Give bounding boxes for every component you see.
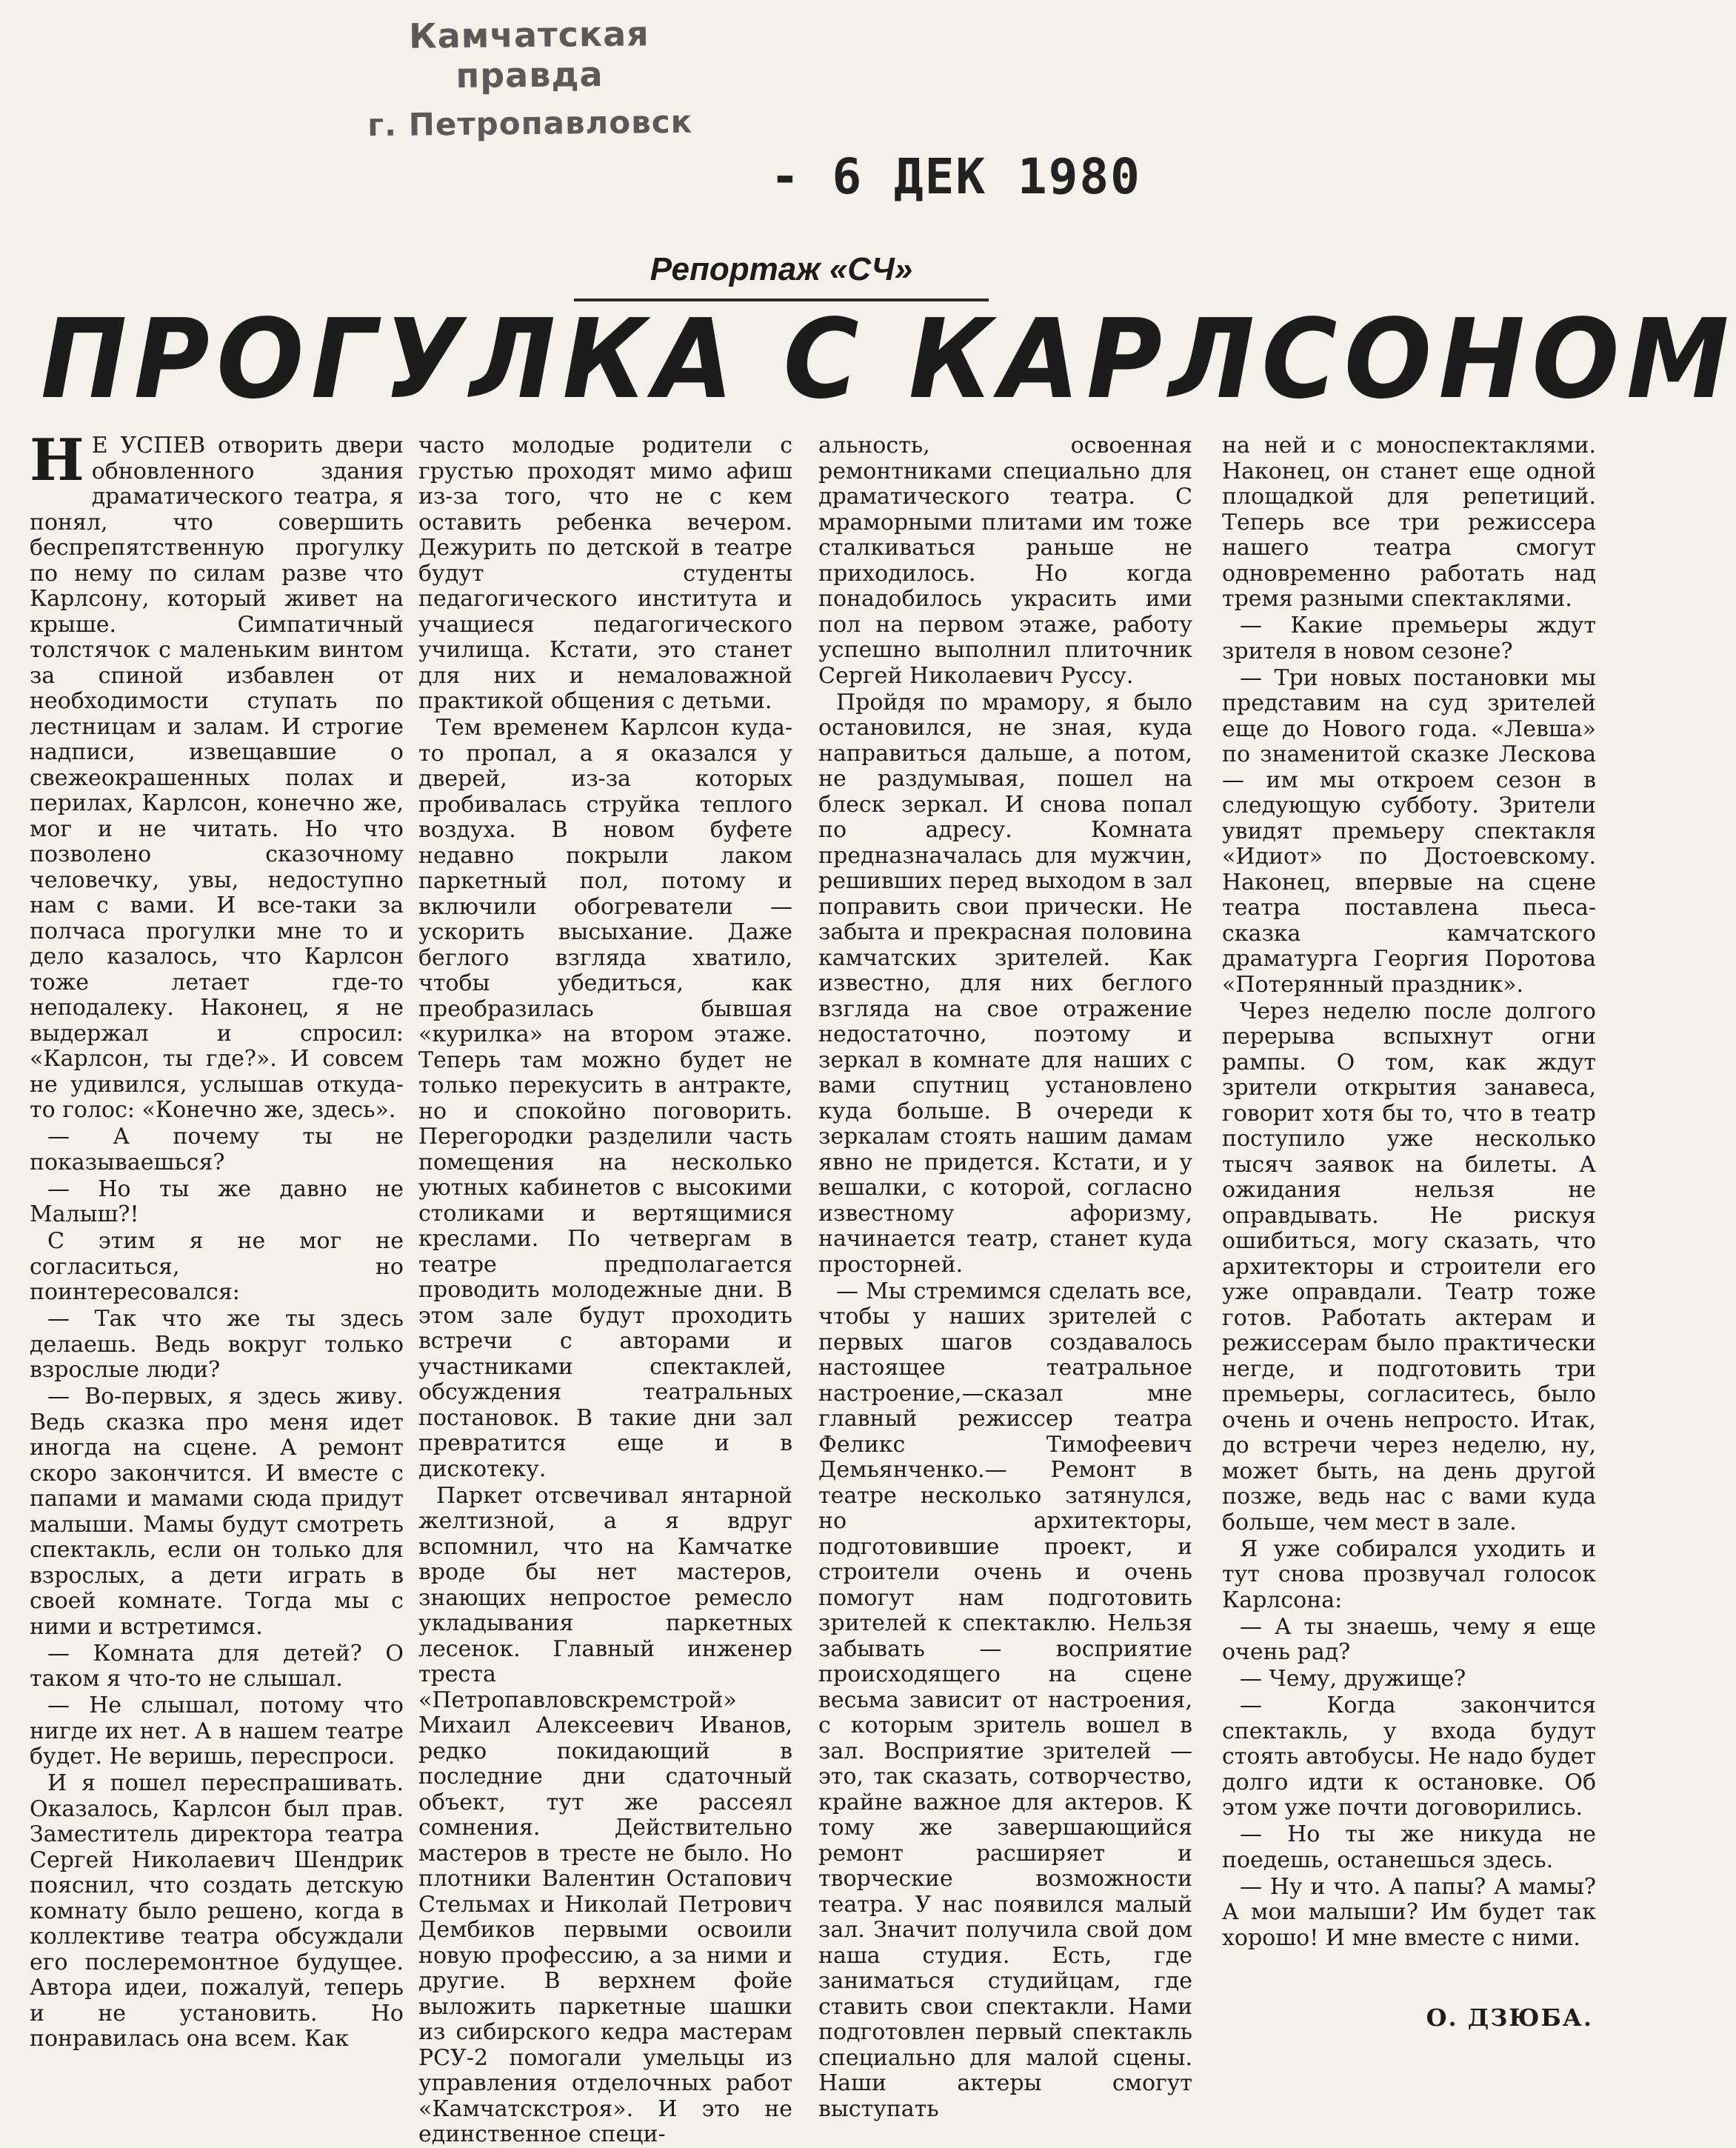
paragraph: — Какие премьеры ждут зрителя в новом сезоне? (1222, 613, 1596, 664)
paragraph: на ней и с моноспектаклями. Наконец, он станет еще одной площадкой для репетиций. Теперь все три режиссера нашего театра смогут одновременно работать над тремя разными спектаклями. (1222, 433, 1596, 612)
paragraph: — А почему ты не показываешься? (30, 1124, 404, 1175)
paragraph: — Но ты же давно не Малыш?! (30, 1175, 404, 1227)
date-stamp: - 6 ДЕК 1980 (770, 148, 1141, 205)
paragraph: Через неделю после долгого перерыва вспыхнут огни рампы. О том, как ждут зрители открытия занавеса, говорит хотя бы то, что в театр поступило уже несколько тысяч заявок на билеты. А ожидания нельзя не оправдывать. Не рискуя ошибиться, могу сказать, что архитекторы и строители его уже оправдали. Театр тоже готов. Работать актерам и режиссерам было практически негде, и подготовить три премьеры, согласитесь, было очень и очень непросто. Итак, до встречи через неделю, ну, может быть, на день другой позже, ведь нас с вами куда больше, чем мест в зале. (1222, 998, 1596, 1535)
paragraph: — Так что же ты здесь делаешь. Ведь вокруг только взрослые люди? (30, 1306, 404, 1383)
paragraph: С этим я не мог не согласиться, но поинтересовался: (30, 1228, 404, 1305)
article-column-4 (1222, 433, 1596, 2011)
rubric-label: Репортаж «СЧ» (574, 241, 989, 301)
article-column-3 (818, 433, 1192, 2122)
newspaper-stamp (336, 13, 723, 143)
paragraph: — Когда закончится спектакль, у входа будут стоять автобусы. Не надо будет долго идти к остановке. Об этом уже почти договорились. (1222, 1692, 1596, 1821)
article-column-1 (30, 427, 404, 2052)
paragraph: — Во-первых, я здесь живу. Ведь сказка про меня идет иногда на сцене. А ремонт скоро закончится. И вместе с папами и мамами сюда придут малыши. Мамы будут смотреть спектакль, если он только для взрослых, а дети играть в своей комнате. Тогда мы с ними и встретимся. (30, 1384, 404, 1640)
author-signature: О. ДЗЮБА. (1426, 2004, 1593, 2032)
paragraph: — Комната для детей? О таком я что-то не слышал. (30, 1640, 404, 1692)
paragraph: альность, освоенная ремонтниками специально для драматического театра. С мраморными плитами им тоже сталкиваться раньше не приходилось. Но когда понадобилось украсить ими пол на первом этаже, работу успешно выполнил плиточник Сергей Николаевич Руссу. (818, 433, 1192, 689)
paragraph: Пройдя по мрамору, я было остановился, не зная, куда направиться дальше, а потом, не раздумывая, пошел на блеск зеркал. И снова попал по адресу. Комната предназначалась для мужчин, решивших перед выходом в зал поправить свои прически. Не забыта и прекрасная половина камчатских зрителей. Как известно, для них беглого взгляда на свое отражение недостаточно, поэтому и зеркал в комнате для наших с вами спутниц установлено куда больше. В очереди к зеркалам стоять нашим дамам явно не придется. Кстати, и у вешалки, с которой, согласно известному афоризму, начинается театр, станет куда просторней. (818, 689, 1192, 1278)
article-headline: ПРОГУЛКА С КАРЛСОНОМ (41, 296, 1736, 423)
paragraph: часто молодые родители с грустью проходят мимо афиш из-за того, что не с кем оставить ребенка вечером. Дежурить по детской в театре будут студенты педагогического института и учащиеся педагогического училища. Кстати, это станет для них и немаловажной практикой общения с детьми. (418, 433, 792, 714)
paragraph: — Чему, дружище? (1240, 1666, 1466, 1692)
stamp-newspaper-name: Камчатская правда (408, 13, 650, 96)
paragraph: Я уже собирался уходить и тут снова прозвучал голосок Карлсона: (1222, 1535, 1596, 1613)
paragraph: — А ты знаешь, чему я еще очень рад? (1222, 1613, 1596, 1665)
paragraph: — Не слышал, потому что нигде их нет. А в нашем театре будет. Не веришь, переспроси. (30, 1692, 404, 1770)
paragraph: — Ну и что. А папы? А мамы? А мои малыши? Им будет так хорошо! И мне вместе с ними. (1222, 1873, 1596, 1951)
paragraph: — Три новых постановки мы представим на суд зрителей еще до Нового года. «Левша» по знаменитой сказке Лескова — им мы откроем сезон в следующую субботу. Зрители увидят премьеру спектакля «Идиот» по Достоевскому. Наконец, впервые на сцене театра поставлена пьеса-сказка камчатского драматурга Георгия Поротова «Потерянный праздник». (1222, 664, 1596, 998)
paragraph: — Но ты же никуда не поедешь, останешься здесь. (1222, 1821, 1596, 1873)
stamp-city: г. Петропавловск (367, 103, 693, 144)
paragraph (30, 427, 404, 1124)
paragraph-text: Е УСПЕВ отворить двери обновленного здания драматического театра, я понял, что совершить беспрепятственную прогулку по нему по силам разве что Карлсону, который живет на крыше. Симпатичный толстячок с маленьким винтом за спиной избавлен от необходимости ступать по лестницам и залам. И строгие надписи, извещавшие о свежеокрашенных полах и перилах, Карлсон, конечно же, мог и не читать. Но что позволено сказочному человечку, увы, недоступно нам с вами. И все-таки за полчаса прогулки мне то и дело казалось, что Карлсон тоже летает где-то неподалеку. Наконец, я не выдержал и спросил: «Карлсон, ты где?». И совсем не удивился, услышав откуда-то голос: «Конечно же, здесь». (30, 433, 404, 1123)
article-column-2 (418, 433, 792, 2147)
paragraph: Тем временем Карлсон куда-то пропал, а я оказался у дверей, из-за которых пробивалась струйка теплого воздуха. В новом буфете недавно покрыли лаком паркетный пол, потому и включили обогреватели — ускорить высыхание. Даже беглого взгляда хватило, чтобы убедиться, как преобразилась бывшая «курилка» на втором этаже. Теперь там можно будет не только перекусить в антракте, но и спокойно поговорить. Перегородки разделили часть помещения на несколько уютных кабинетов с высокими столиками и вертящимися креслами. По четвергам в театре предполагается проводить молодежные дни. В этом зале будут проходить встречи с авторами и участниками спектаклей, обсуждения театральных постановок. В такие дни зал превратится еще и в дискотеку. (418, 715, 792, 1482)
paragraph: И я пошел переспрашивать. Оказалось, Карлсон был прав. Заместитель директора театра Сергей Николаевич Шендрик пояснил, что создать детскую комнату было решено, когда в коллективе театра обсуждали его послеремонтное будущее. Автора идеи, пожалуй, теперь и не установить. Но понравилась она всем. Как (30, 1770, 404, 2052)
paragraph: — Мы стремимся сделать все, чтобы у наших зрителей с первых шагов создавалось настоящее театральное настроение,—сказал мне главный режиссер театра Феликс Тимофеевич Демьянченко.— Ремонт в театре несколько затянулся, но архитекторы, подготовившие проект, и строители очень и очень помогут нам подготовить зрителей к спектаклю. Нельзя забывать — восприятие происходящего на сцене весьма зависит от настроения, с которым зритель вошел в зал. Восприятие зрителей — это, так сказать, сотворчество, крайне важное для актеров. К тому же завершающийся ремонт расширяет и творческие возможности театра. У нас появился малый зал. Значит получила свой дом наша студия. Есть, где заниматься студийцам, где ставить свои спектакли. Нами подготовлен первый спектакль специально для малой сцены. Наши актеры смогут выступать (818, 1278, 1192, 2122)
drop-cap: Н (30, 427, 84, 494)
paragraph: Паркет отсвечивал янтарной желтизной, а я вдруг вспомнил, что на Камчатке вроде бы нет мастеров, знающих непростое ремесло укладывания паркетных лесенок. Главный инженер треста «Петропавловскремстрой» Михаил Алексеевич Иванов, редко покидающий в последние дни сдаточный объект, тут же рассеял сомнения. Действительно мастеров в тресте не было. Но плотники Валентин Остапович Стельмах и Николай Петрович Дембиков первыми освоили новую профессию, а за ними и другие. В верхнем фойе выложить паркетные шашки из сибирского кедра мастерам РСУ-2 помогали умельцы из управления отделочных работ «Камчатскстроя». И это не единственное специ- (418, 1482, 792, 2147)
